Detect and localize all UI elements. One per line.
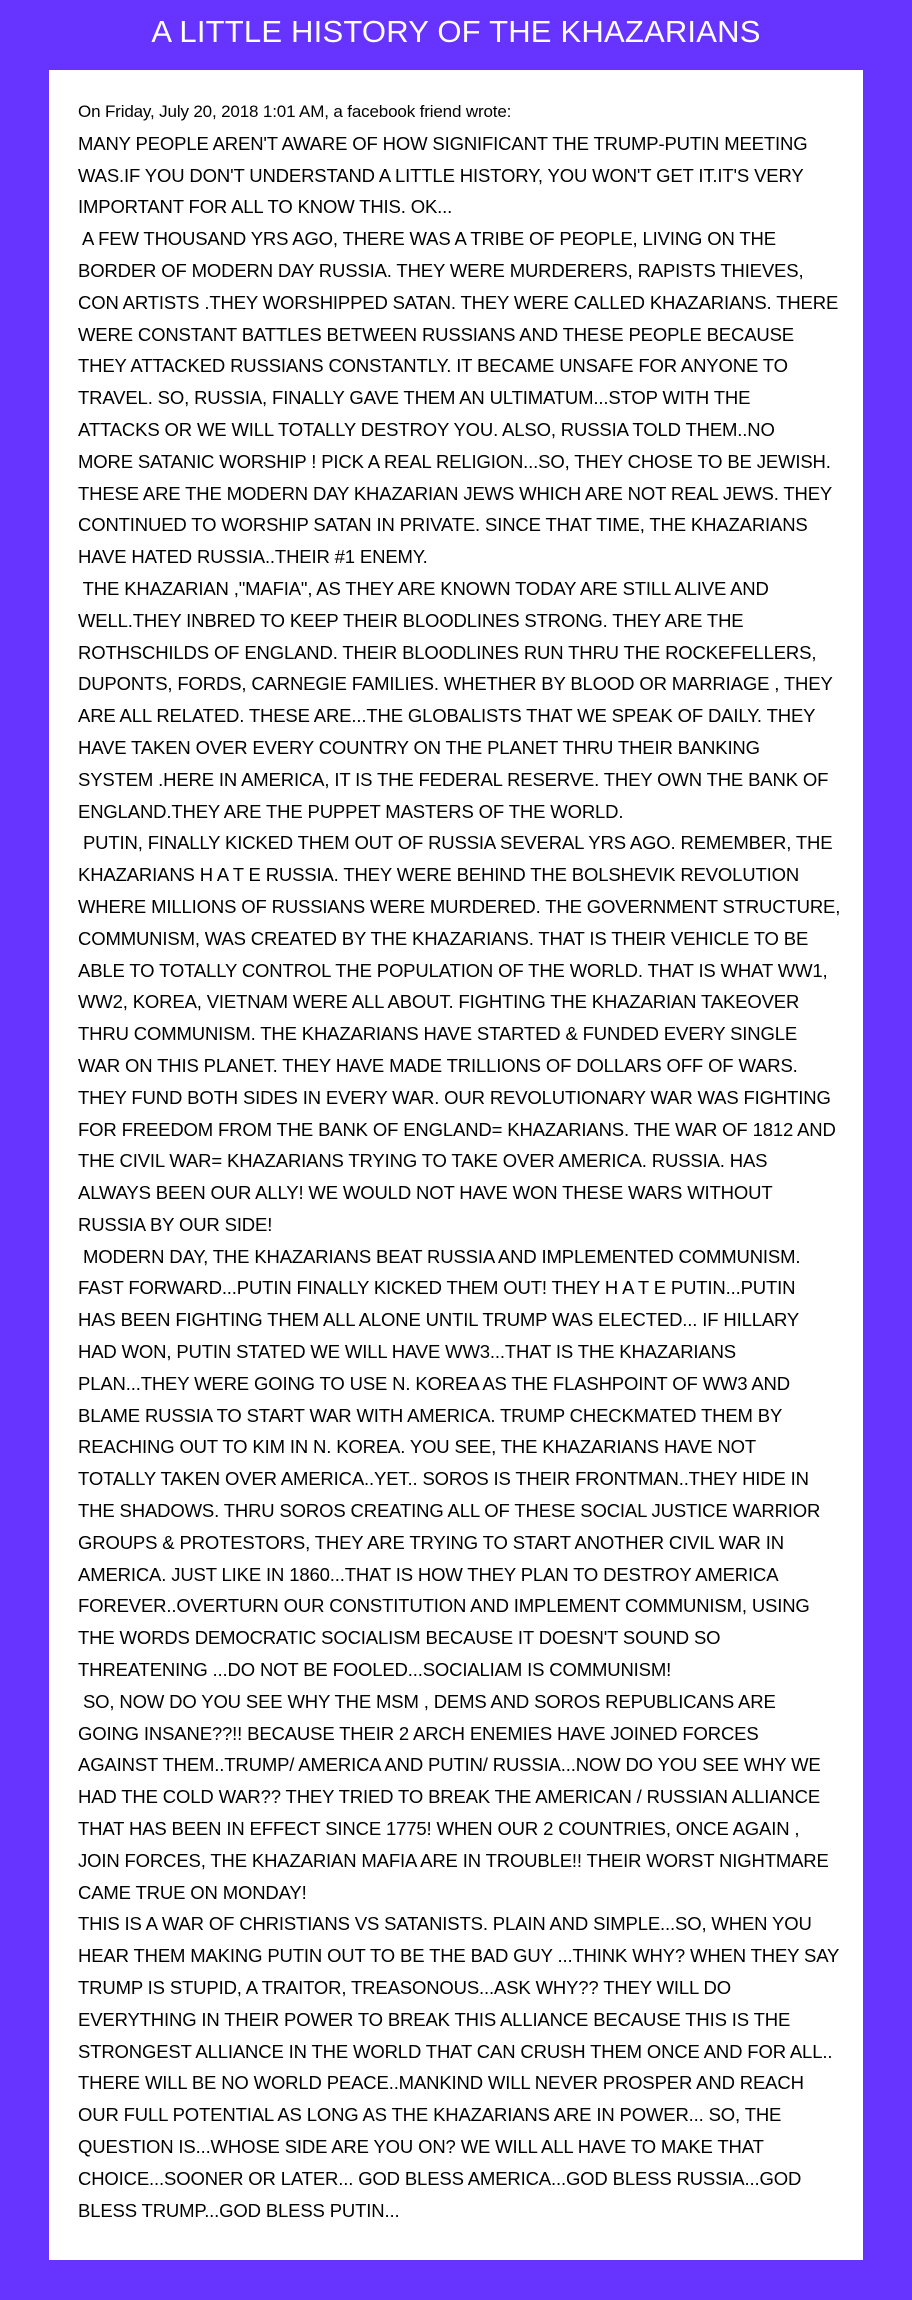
text-line: FOR FREEDOM FROM THE BANK OF ENGLAND= KHAZARIANS. THE WAR OF 1812 AND: [78, 1118, 836, 1140]
text-line: HAVE TAKEN OVER EVERY COUNTRY ON THE PLANET THRU THEIR BANKING: [78, 736, 760, 758]
text-line: WELL.THEY INBRED TO KEEP THEIR BLOODLINES STRONG. THEY ARE THE: [78, 609, 744, 631]
text-line: THRU COMMUNISM. THE KHAZARIANS HAVE STARTED & FUNDED EVERY SINGLE: [78, 1023, 798, 1045]
text-line: AMERICA. JUST LIKE IN 1860...THAT IS HOW THEY PLAN TO DESTROY AMERICA: [78, 1563, 779, 1585]
text-line: HAVE HATED RUSSIA..THEIR #1 ENEMY.: [78, 546, 428, 568]
text-line: THREATENING ...DO NOT BE FOOLED...SOCIALIAM IS COMMUNISM!: [78, 1659, 672, 1681]
intro-line: On Friday, July 20, 2018 1:01 AM, a facebook friend wrote:: [78, 102, 512, 121]
text-line: CONTINUED TO WORSHIP SATAN IN PRIVATE. SINCE THAT TIME, THE KHAZARIANS: [78, 514, 808, 536]
text-line: THIS IS A WAR OF CHRISTIANS VS SATANISTS. PLAIN AND SIMPLE...SO, WHEN YOU: [78, 1913, 812, 1935]
text-line: HAD THE COLD WAR?? THEY TRIED TO BREAK THE AMERICAN / RUSSIAN ALLIANCE: [78, 1786, 821, 1808]
text-line: WAS.IF YOU DON'T UNDERSTAND A LITTLE HISTORY, YOU WON'T GET IT.IT'S VERY: [78, 164, 804, 186]
text-line: ROTHSCHILDS OF ENGLAND. THEIR BLOODLINES RUN THRU THE ROCKEFELLERS,: [78, 641, 817, 663]
text-line: AGAINST THEM..TRUMP/ AMERICA AND PUTIN/ RUSSIA...NOW DO YOU SEE WHY WE: [78, 1754, 821, 1776]
text-line: GROUPS & PROTESTORS, THEY ARE TRYING TO START ANOTHER CIVIL WAR IN: [78, 1531, 784, 1553]
text-line: THE SHADOWS. THRU SOROS CREATING ALL OF THESE SOCIAL JUSTICE WARRIOR: [78, 1500, 821, 1522]
text-line: PLAN...THEY WERE GOING TO USE N. KOREA AS THE FLASHPOINT OF WW3 AND: [78, 1372, 790, 1394]
text-line: HEAR THEM MAKING PUTIN OUT TO BE THE BAD GUY ...THINK WHY? WHEN THEY SAY: [78, 1945, 840, 1967]
text-line: THAT HAS BEEN IN EFFECT SINCE 1775! WHEN OUR 2 COUNTRIES, ONCE AGAIN ,: [78, 1818, 800, 1840]
text-line: TRUMP IS STUPID, A TRAITOR, TREASONOUS...ASK WHY?? THEY WILL DO: [78, 1977, 731, 1999]
text-line: ALWAYS BEEN OUR ALLY! WE WOULD NOT HAVE WON THESE WARS WITHOUT: [78, 1182, 773, 1204]
text-line: CON ARTISTS .THEY WORSHIPPED SATAN. THEY WERE CALLED KHAZARIANS. THERE: [78, 291, 839, 313]
text-line: A FEW THOUSAND YRS AGO, THERE WAS A TRIBE OF PEOPLE, LIVING ON THE: [78, 228, 776, 250]
text-line: BORDER OF MODERN DAY RUSSIA. THEY WERE MURDERERS, RAPISTS THIEVES,: [78, 259, 804, 281]
text-line: ARE ALL RELATED. THESE ARE...THE GLOBALISTS THAT WE SPEAK OF DAILY. THEY: [78, 705, 816, 727]
text-line: MORE SATANIC WORSHIP ! PICK A REAL RELIGION...SO, THEY CHOSE TO BE JEWISH.: [78, 450, 831, 472]
text-line: REACHING OUT TO KIM IN N. KOREA. YOU SEE, THE KHAZARIANS HAVE NOT: [78, 1436, 756, 1458]
text-line: CAME TRUE ON MONDAY!: [78, 1881, 307, 1903]
text-line: MODERN DAY, THE KHAZARIANS BEAT RUSSIA AND IMPLEMENTED COMMUNISM.: [78, 1245, 801, 1267]
text-line: COMMUNISM, WAS CREATED BY THE KHAZARIANS. THAT IS THEIR VEHICLE TO BE: [78, 927, 809, 949]
text-line: TOTALLY TAKEN OVER AMERICA..YET.. SOROS IS THEIR FRONTMAN..THEY HIDE IN: [78, 1468, 809, 1490]
text-line: RUSSIA BY OUR SIDE!: [78, 1213, 273, 1235]
text-line: HAD WON, PUTIN STATED WE WILL HAVE WW3...THAT IS THE KHAZARIANS: [78, 1341, 736, 1363]
text-line: SYSTEM .HERE IN AMERICA, IT IS THE FEDERAL RESERVE. THEY OWN THE BANK OF: [78, 768, 829, 790]
text-line: OUR FULL POTENTIAL AS LONG AS THE KHAZARIANS ARE IN POWER... SO, THE: [78, 2104, 782, 2126]
text-line: QUESTION IS...WHOSE SIDE ARE YOU ON? WE WILL ALL HAVE TO MAKE THAT: [78, 2136, 764, 2157]
text-line: WAR ON THIS PLANET. THEY HAVE MADE TRILLIONS OF DOLLARS OFF OF WARS.: [78, 1054, 798, 1076]
document-panel: [49, 70, 863, 2260]
text-line: FOREVER..OVERTURN OUR CONSTITUTION AND IMPLEMENT COMMUNISM, USING: [78, 1595, 810, 1617]
text-line: BLAME RUSSIA TO START WAR WITH AMERICA. TRUMP CHECKMATED THEM BY: [78, 1404, 783, 1426]
text-line: PUTIN, FINALLY KICKED THEM OUT OF RUSSIA SEVERAL YRS AGO. REMEMBER, THE: [78, 832, 833, 854]
page-title: A LITTLE HISTORY OF THE KHAZARIANS: [151, 14, 761, 49]
text-line: THEY ATTACKED RUSSIANS CONSTANTLY. IT BECAME UNSAFE FOR ANYONE TO: [78, 355, 788, 377]
text-line: WW2, KOREA, VIETNAM WERE ALL ABOUT. FIGHTING THE KHAZARIAN TAKEOVER: [78, 991, 800, 1013]
text-line: DUPONTS, FORDS, CARNEGIE FAMILIES. WHETHER BY BLOOD OR MARRIAGE , THEY: [78, 673, 833, 695]
text-line: JOIN FORCES, THE KHAZARIAN MAFIA ARE IN TROUBLE!! THEIR WORST NIGHTMARE: [78, 1849, 829, 1871]
text-line: THE WORDS DEMOCRATIC SOCIALISM BECAUSE IT DOESN'T SOUND SO: [78, 1627, 721, 1649]
text-line: THEY FUND BOTH SIDES IN EVERY WAR. OUR REVOLUTIONARY WAR WAS FIGHTING: [78, 1086, 831, 1108]
text-line: EVERYTHING IN THEIR POWER TO BREAK THIS ALLIANCE BECAUSE THIS IS THE: [78, 2008, 791, 2030]
text-line: BLESS TRUMP...GOD BLESS PUTIN...: [78, 2199, 400, 2221]
text-line: KHAZARIANS H A T E RUSSIA. THEY WERE BEHIND THE BOLSHEVIK REVOLUTION: [78, 864, 800, 886]
text-line: FAST FORWARD...PUTIN FINALLY KICKED THEM OUT! THEY H A T E PUTIN...PUTIN: [78, 1277, 796, 1299]
text-line: ATTACKS OR WE WILL TOTALLY DESTROY YOU. ALSO, RUSSIA TOLD THEM..NO: [78, 418, 775, 440]
document-body: [78, 96, 858, 2226]
text-line: WERE CONSTANT BATTLES BETWEEN RUSSIANS AND THESE PEOPLE BECAUSE: [78, 323, 794, 345]
text-line: ENGLAND.THEY ARE THE PUPPET MASTERS OF THE WORLD.: [78, 800, 624, 822]
text-line: THESE ARE THE MODERN DAY KHAZARIAN JEWS WHICH ARE NOT REAL JEWS. THEY: [78, 482, 833, 504]
text-line: MANY PEOPLE AREN'T AWARE OF HOW SIGNIFICANT THE TRUMP-PUTIN MEETING: [78, 132, 808, 154]
text-line: THE KHAZARIAN ,"MAFIA", AS THEY ARE KNOWN TODAY ARE STILL ALIVE AND: [78, 577, 769, 599]
text-line: TRAVEL. SO, RUSSIA, FINALLY GAVE THEM AN ULTIMATUM...STOP WITH THE: [78, 387, 751, 409]
text-line: IMPORTANT FOR ALL TO KNOW THIS. OK...: [78, 196, 453, 218]
text-line: THE CIVIL WAR= KHAZARIANS TRYING TO TAKE OVER AMERICA. RUSSIA. HAS: [78, 1150, 768, 1172]
text-line: WHERE MILLIONS OF RUSSIANS WERE MURDERED. THE GOVERNMENT STRUCTURE,: [78, 895, 841, 917]
text-line: STRONGEST ALLIANCE IN THE WORLD THAT CAN CRUSH THEM ONCE AND FOR ALL..: [78, 2040, 833, 2062]
text-line: GOING INSANE??!! BECAUSE THEIR 2 ARCH ENEMIES HAVE JOINED FORCES: [78, 1722, 759, 1744]
text-line: THERE WILL BE NO WORLD PEACE..MANKIND WILL NEVER PROSPER AND REACH: [78, 2072, 804, 2094]
text-line: CHOICE...SOONER OR LATER... GOD BLESS AMERICA...GOD BLESS RUSSIA...GOD: [78, 2167, 802, 2189]
text-line: ABLE TO TOTALLY CONTROL THE POPULATION OF THE WORLD. THAT IS WHAT WW1,: [78, 959, 828, 981]
text-line: HAS BEEN FIGHTING THEM ALL ALONE UNTIL TRUMP WAS ELECTED... IF HILLARY: [78, 1309, 800, 1331]
text-line: SO, NOW DO YOU SEE WHY THE MSM , DEMS AND SOROS REPUBLICANS ARE: [78, 1690, 776, 1712]
